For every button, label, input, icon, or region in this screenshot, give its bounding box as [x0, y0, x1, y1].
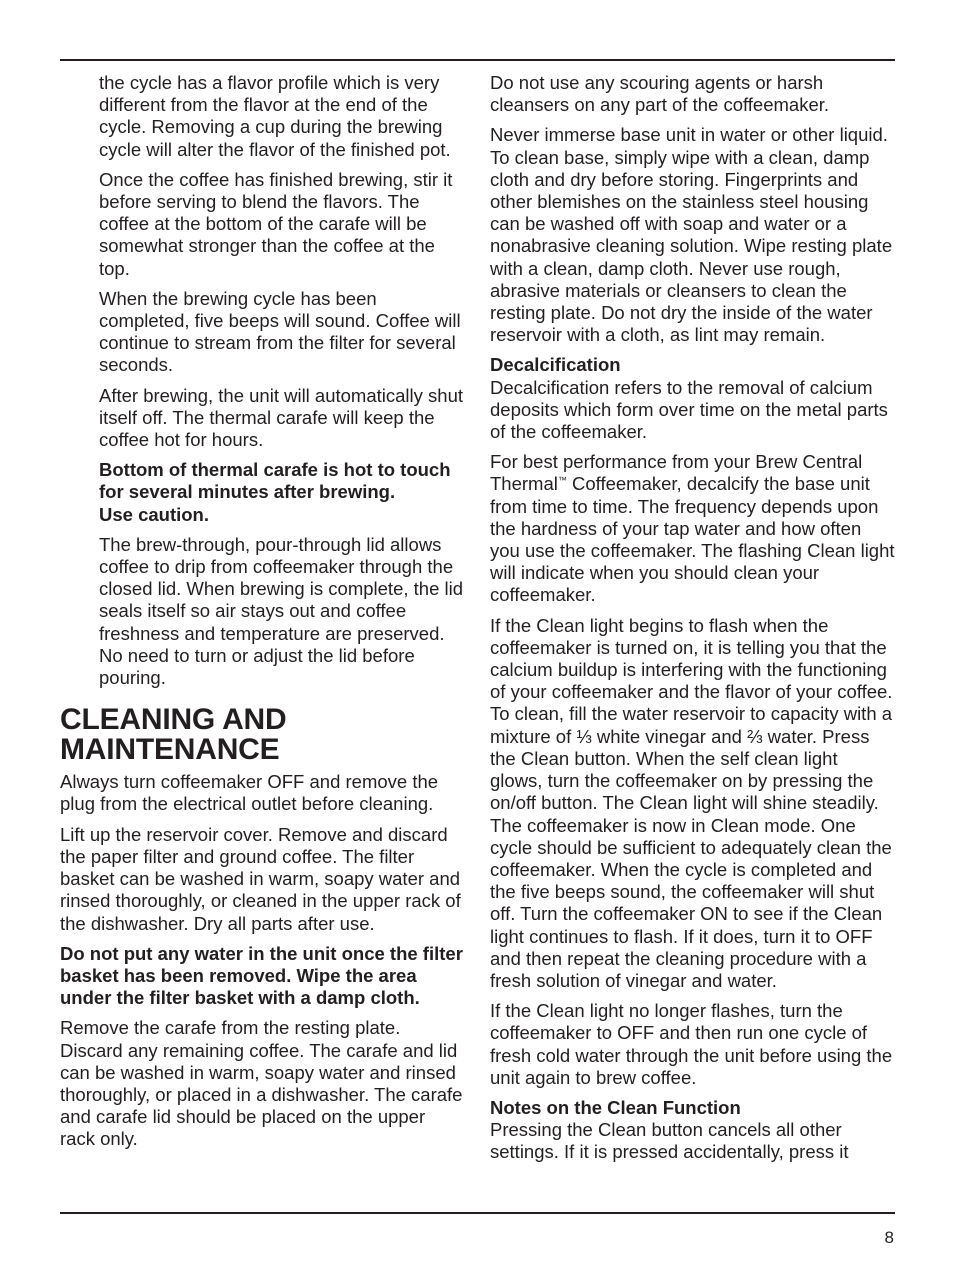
- warning-no-water: Do not put any water in the unit once the filter basket has been removed. Wipe the area under the filter basket with a damp cloth.: [60, 942, 463, 1009]
- performance-text-2: Coffeemaker, decalcify the base unit from time to time. The frequency depends upon the hardness of your tap water and how often you use the coffeemaker. The flashing Clean light will indicate when you should clean your coffeemaker.: [490, 473, 895, 606]
- paragraph-no-scouring: Do not use any scouring agents or harsh cleansers on any part of the coffeemaker.: [490, 72, 830, 116]
- bottom-rule: [60, 1212, 895, 1214]
- paragraph-stir-coffee: Once the coffee has finished brewing, stir it before serving to blend the flavors. The coffee at the bottom of the carafe will be somewhat stronger than the coffee at the top.: [99, 168, 453, 279]
- paragraph-reservoir-cover: Lift up the reservoir cover. Remove and discard the paper filter and ground coffee. The filter basket can be washed in warm, soapy water and rinsed thoroughly, or cleaned in the upper rack of the dishwasher. Dry all parts after use.: [60, 823, 461, 934]
- clean-text-3: water. Press the Clean button. When the self clean light glows, turn the coffeemaker on by pressing the on/off button. The Clean light will shine steadily. The coffeemaker is now in Clean mode. One cycle should be sufficient to adequately clean the coffeemaker. When the cycle is completed and the five beeps sound, the coffeemaker will shut off. Turn the coffeemaker ON to see if the Clean light continues to flash. If it does, turn it to OFF and then repeat the cleaning procedure with a fresh solution of vinegar and water.: [490, 725, 892, 991]
- section-title-line-2: MAINTENANCE: [60, 733, 280, 767]
- section-title: [60, 705, 465, 765]
- caution-line-1: Bottom of thermal carafe is hot to touch for several minutes after brewing.: [99, 459, 451, 503]
- paragraph-best-performance: [490, 451, 895, 606]
- right-column: [490, 72, 895, 1172]
- decalcification-heading: Decalcification: [490, 354, 621, 376]
- brewing-notes: [60, 72, 465, 689]
- notes-heading: Notes on the Clean Function: [490, 1096, 741, 1118]
- paragraph-clean-light: [490, 615, 895, 992]
- clean-text-2: white vinegar and: [591, 725, 748, 747]
- paragraph-no-flash: If the Clean light no longer flashes, turn the coffeemaker to OFF and then run one cycle of fresh cold water through the unit before using the unit again to brew coffee.: [490, 1000, 893, 1088]
- trademark-symbol: ™: [557, 475, 567, 486]
- paragraph-lid: The brew-through, pour-through lid allows coffee to drip from coffeemaker through the closed lid. When brewing is complete, the lid seals itself so air stays out and coffee freshness and temperature are preserved. No need to turn or adjust the lid before pouring.: [99, 533, 464, 689]
- page-number: 8: [884, 1228, 894, 1247]
- caution-line-2: Use caution.: [99, 503, 209, 525]
- top-rule: [60, 59, 895, 61]
- notes-text: Pressing the Clean button cancels all other settings. If it is pressed accidentally, press it: [490, 1119, 849, 1163]
- section-title-line-1: CLEANING AND: [60, 703, 287, 737]
- decalcification-text: Decalcification refers to the removal of calcium deposits which form over time on the metal parts of the coffeemaker.: [490, 376, 888, 443]
- paragraph-never-immerse: Never immerse base unit in water or other liquid. To clean base, simply wipe with a clean, damp cloth and dry before storing. Fingerprints and other blemishes on the stainless steel housing can be washed off with soap and water or a nonabrasive cleaning solution. Wipe resting plate with a clean, damp cloth. Never use rough, abrasive materials or cleansers to clean the resting plate. Do not dry the inside of the water reservoir with a cloth, as lint may remain.: [490, 124, 893, 346]
- fraction-two-thirds: ⅔: [747, 725, 763, 747]
- clean-text-1: If the Clean light begins to flash when the coffeemaker is turned on, it is telling you that the calcium buildup is interfering with the functioning of your coffeemaker and the flavor of your coffee. To clean, fill the water reservoir to capacity with a mixture of: [490, 614, 893, 747]
- paragraph-carafe-cleaning: Remove the carafe from the resting plate. Discard any remaining coffee. The carafe and lid can be washed in warm, soapy water and rinsed thoroughly, or placed in a dishwasher. The carafe and carafe lid should be placed on the upper rack only.: [60, 1017, 463, 1150]
- notes-section: [490, 1097, 895, 1164]
- paragraph-flavor-profile: the cycle has a flavor profile which is very different from the flavor at the end of the cycle. Removing a cup during the brewing cycle will alter the flavor of the finished pot.: [99, 72, 451, 160]
- paragraph-five-beeps: When the brewing cycle has been completed, five beeps will sound. Coffee will continue to stream from the filter for several seconds.: [99, 287, 461, 376]
- left-column: [60, 72, 465, 1159]
- paragraph-turn-off: Always turn coffeemaker OFF and remove the plug from the electrical outlet before cleaning.: [60, 771, 439, 815]
- caution-warning: [99, 459, 465, 526]
- fraction-one-third: ⅓: [576, 725, 592, 747]
- decalcification-section: [490, 354, 895, 443]
- performance-text-1: For best performance from your Brew Central Thermal: [490, 451, 863, 495]
- paragraph-auto-shutoff: After brewing, the unit will automatically shut itself off. The thermal carafe will keep the coffee hot for hours.: [99, 384, 464, 451]
